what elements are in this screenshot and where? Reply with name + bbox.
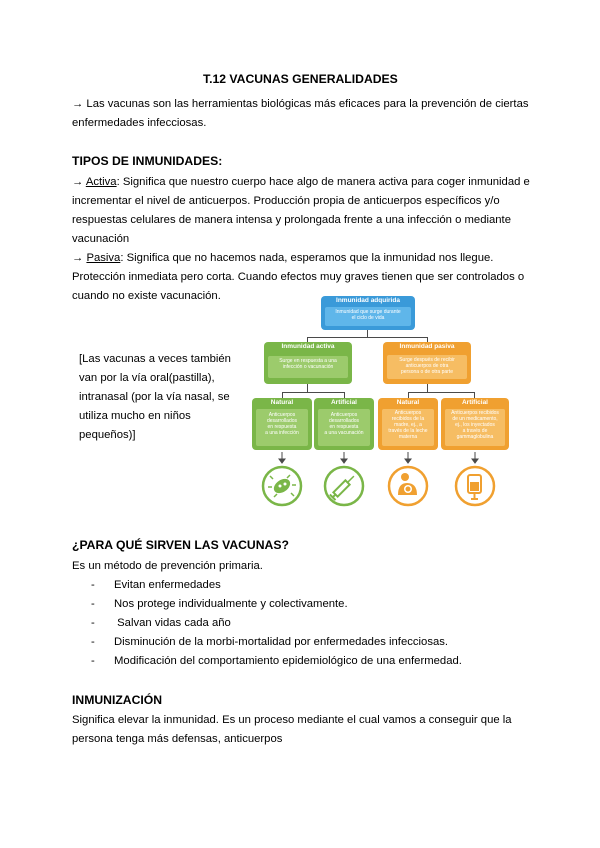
para-que-heading: ¿PARA QUÉ SIRVEN LAS VACUNAS? [72, 538, 289, 552]
page-title: T.12 VACUNAS GENERALIDADES [203, 72, 398, 86]
intro-line-1: → Las vacunas son las herramientas biológicas más eficaces para la prevención de ciertas [72, 98, 529, 110]
box-title: Artificial [461, 399, 488, 406]
pasiva-line-1: → Pasiva: Significa que no hacemos nada, esperamos que la inmunidad nos llegue. [72, 252, 494, 264]
syringe-icon [323, 465, 365, 507]
box-desc: Anticuerpos desarrollados en respuesta a una infección [256, 409, 308, 446]
box-desc: Surge después de recibir anticuerpos de otra persona o de otra parte [387, 355, 467, 379]
connector [307, 337, 427, 338]
box-inmunidad-adquirida [321, 296, 415, 330]
iv-bag-icon [454, 465, 496, 507]
box-pasiva-artificial [441, 398, 509, 450]
connector [408, 392, 474, 393]
intro-line-2: enfermedades infecciosas. [72, 117, 207, 129]
note-line-3: intranasal (por la vía nasal, se [79, 391, 230, 403]
activa-line-1: → Activa: Significa que nuestro cuerpo hace algo de manera activa para coger inmunidad e [72, 176, 530, 188]
box-pasiva-natural [378, 398, 438, 450]
activa-line-3: respuestas celulares de manera intensa y prolongada frente a una infección o mediante [72, 214, 511, 226]
inmunizacion-heading: INMUNIZACIÓN [72, 693, 163, 707]
activa-term: Activa [85, 176, 117, 188]
tipos-heading: TIPOS DE INMUNIDADES: [72, 154, 223, 168]
box-title: Artificial [330, 399, 357, 406]
box-title: Inmunidad activa [281, 343, 335, 350]
box-title: Inmunidad pasiva [399, 343, 455, 350]
connector [307, 384, 308, 392]
note-line-4: utiliza mucho en niños [79, 410, 191, 422]
box-desc: Anticuerpos recibidos de un medicamento, ej., los inyectados a través de gammaglobulina [445, 409, 505, 446]
connector [282, 392, 344, 393]
virus-icon [261, 465, 303, 507]
note-line-2: van por la vía oral(pastilla), [79, 372, 215, 384]
box-title: Inmunidad adquirida [336, 297, 400, 304]
inmunizacion-line-1: Significa elevar la inmunidad. Es un proceso mediante el cual vamos a conseguir que la [72, 714, 512, 726]
box-inmunidad-activa [264, 342, 352, 384]
box-title: Natural [396, 399, 420, 406]
pasiva-term: Pasiva [86, 252, 121, 264]
note-line-1: [Las vacunas a veces también [79, 353, 231, 365]
box-desc: Surge en respuesta a una infección o vacunación [268, 356, 348, 378]
box-title: Natural [270, 399, 294, 406]
document-page: T.12 VACUNAS GENERALIDADES → Las vacunas son las herramientas biológicas más eficaces para la prevención de ciertas enfermedades infecciosas. TIPOS DE INMUNIDADES: → Activa: Significa que nuestro cuerpo hace algo de manera activa para coger inmunidad e incrementar el nivel de anticuerpos. Producción propia de anticuerpos específicos y/o respuestas celulares de manera intensa y prolongada frente a una infección o mediante vacunación → Pasiva: Significa que no hacemos nada, esperamos que la inmunidad nos llegue. Protección inmediata pero corta. Cuando efectos muy graves tienen que ser controlados o cuando no existe vacunación. [Las vacunas a veces también van por la vía oral(pastilla), intranasal (por la vía nasal, se utiliza mucho en niños pequeños)] Inmunidad adquirida Inmunidad que surge durante el ciclo de vida Inmunidad activa Surge en respuesta a una infección o vacunación Inmunidad pasiva Surge después de recibir anticuerpos de otra persona o de otra parte Natural Anticuerpos desarrollados en respuesta a una infección Artificial Anticuerpos desarrollados en respuesta a una vacunación Natural Anticuerpos recibidos de la madre, ej., a través de la leche materna Artificial Anticuerpos recibidos de un medicamento, ej., los inyectados a través de gammaglobulina ¿PARA QUÉ SIRVEN LAS VACUNAS? Es un método de prevención primaria. - Evitan enfermedades - Nos protege individualmente y colectivamente. - Salvan vidas cada año - Disminución de la morbi-mortalidad por enfermedades infecciosas. - Modificación del comportamiento epidemiológico de una enfermedad. INMUNIZACIÓN Significa elevar la inmunidad. Es un proceso mediante el cual vamos a conseguir que la persona tenga más defensas, anticuerpos [72, 72, 530, 745]
box-desc: Anticuerpos recibidos de la madre, ej., a través de la leche materna [382, 409, 434, 446]
box-inmunidad-pasiva [383, 342, 471, 384]
mother-baby-icon [387, 465, 429, 507]
pasiva-line-2: Protección inmediata pero corta. Cuando efectos muy graves tienen que ser controlados o [72, 271, 525, 283]
activa-line-2: incrementar el nivel de anticuerpos. Producción propia de anticuerpos específicos y/o [72, 195, 500, 207]
note-line-5: pequeños)] [79, 429, 136, 441]
activa-line-4: vacunación [72, 233, 130, 245]
pasiva-line-3: cuando no existe vacunación. [72, 290, 221, 302]
box-activa-natural [252, 398, 312, 450]
inmunizacion-line-2: persona tenga más defensas, anticuerpos [72, 733, 283, 745]
para-que-intro: Es un método de prevención primaria. [72, 560, 263, 572]
down-arrows [250, 450, 512, 464]
connector [427, 384, 428, 392]
box-desc: Anticuerpos desarrollados en respuesta a una vacunación [318, 409, 370, 446]
connector [367, 330, 368, 337]
box-activa-artificial [314, 398, 374, 450]
box-desc: Inmunidad que surge durante el ciclo de vida [325, 307, 411, 326]
